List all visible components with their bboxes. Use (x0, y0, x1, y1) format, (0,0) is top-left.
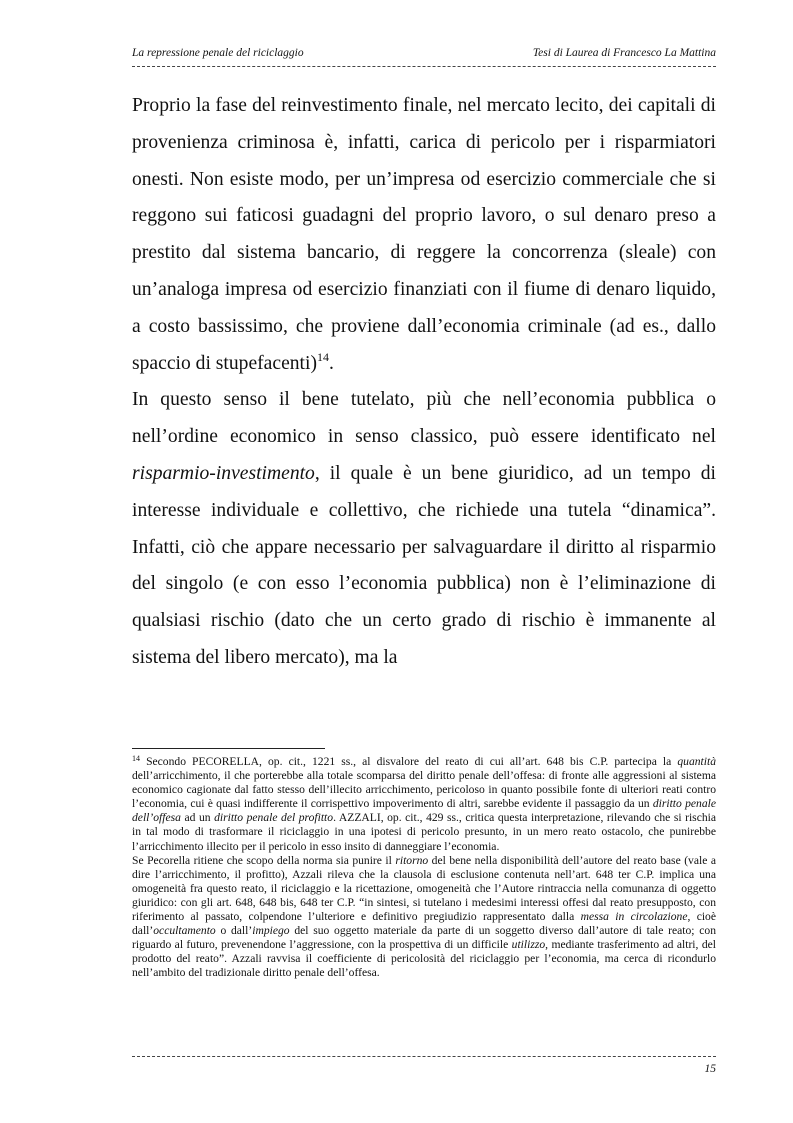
fn-text: ad un (180, 811, 215, 825)
main-text (132, 88, 716, 677)
header-author: Tesi di Laurea di Francesco La Mattina (532, 47, 716, 59)
fn-text: Se Pecorella ritiene che scopo della norma sia punire il (132, 853, 396, 867)
fn-emphasis: quantità (677, 755, 716, 768)
fn-text: del bene nella disponibilità dell’autore del reato base (vale a dire l’arricchimento, il profitto), Azzali rileva che la clausola di esclusione contenuta nell’art. 648 ter C.P. implica una omogeneità fra questo reato, il riciclaggio e la ricettazione, omogeneità che l’Autore rintraccia nella comunanza di oggetto giuridico: con gli art. 648, 648 bis, 648 ter C.P. “in sintesi, si tutelano i medesimi interessi offesi dal reato presupposto, con riferimento al passato, colpendone l’ulteriore e definitivo pregiudizio rappresentato dalla (132, 853, 716, 924)
fn-emphasis: utilizzo (511, 938, 546, 952)
paragraph-2-text-b: , il quale è un bene giuridico, ad un tempo di interesse individuale e collettivo, che richiede una tutela “dinamica”. Infatti, ciò che appare necessario per salvaguardare il diritto al risparmio del singolo (e con esso l’economia pubblica) non è l’eliminazione di qualsiasi rischio (dato che un certo grado di rischio è immanente al sistema del libero mercato), ma la (132, 462, 716, 668)
footnote-paragraph-1 (132, 755, 716, 854)
paragraph-2-emphasis: risparmio-investimento (132, 462, 315, 484)
fn-emphasis: diritto penale dell’offesa (132, 797, 716, 825)
fn-text: dell’arricchimento, il che porterebbe alla totale scomparsa del diritto penale dell’offesa: di fronte alle aggressioni al sistema economico cagionate dal fatto stesso dell’illecito arricchimento, pericoloso in quanto possibile fonte di ulteriori reati contro l’economia, cui è quasi indifferente il corrispettivo impoverimento di altri, sarebbe evidente il passaggio da un (132, 769, 716, 811)
paragraph-1-end: . (328, 352, 334, 374)
footnote-separator (132, 748, 325, 749)
paragraph-1 (132, 88, 716, 382)
page-number: 15 (704, 1063, 716, 1075)
paragraph-2 (132, 382, 716, 676)
fn-text: , cioè dall’ (132, 910, 716, 938)
header-divider (132, 66, 716, 67)
running-header (132, 47, 716, 59)
footnote-paragraph-2 (132, 854, 716, 981)
fn-text: o dall’ (215, 924, 253, 938)
footer-divider (132, 1056, 716, 1057)
header-title: La repressione penale del riciclaggio (132, 47, 304, 59)
fn-emphasis: diritto penale del profitto (214, 811, 334, 825)
paragraph-1-text: Proprio la fase del reinvestimento finale, nel mercato lecito, dei capitali di provenienza criminosa è, infatti, carica di pericolo per i risparmiatori onesti. Non esiste modo, per un’impresa od esercizio commerciale che si reggono sui faticosi guadagni del proprio lavoro, o sul denaro preso a prestito dal sistema bancario, di reggere la concorrenza (sleale) con un’analoga impresa od esercizio finanziati con il fiume di denaro liquido, a costo bassissimo, che proviene dall’economia criminale (ad es., dallo spaccio di stupefacenti) (132, 95, 716, 374)
fn-emphasis: messa in circolazione (580, 910, 688, 924)
fn-emphasis: ritorno (395, 853, 429, 867)
fn-text: . AZZALI, op. cit., 429 ss., critica questa interpretazione, rilevando che si rischia in tal modo di trasformare il riciclaggio in una ipotesi di pericolo presunto, in un mero reato ostacolo, che punirebbe l’arricchimento illecito per il pericolo in esso insito di danneggiare l’economia. (132, 811, 717, 853)
footnote-ref-14[interactable]: 14 (316, 349, 329, 364)
fn-text: , mediante trasferimento ad altri, del prodotto del reato”. Azzali ravvisa il coefficiente di pericolosità del riciclaggio per l’economia, ma cerca di ricondurlo nell’ambito del tradizionale diritto penale dell’offesa. (132, 938, 716, 980)
footnote-number: 14 (132, 754, 140, 763)
fn-emphasis: impiego (252, 924, 290, 938)
fn-text: Secondo PECORELLA, op. cit., 1221 ss., al disvalore del reato di cui all’art. 648 bis C.P. partecipa la (140, 755, 678, 768)
fn-emphasis: occultamento (153, 924, 216, 938)
footnote-14 (132, 755, 716, 981)
paragraph-2-text-a: In questo senso il bene tutelato, più che nell’economia pubblica o nell’ordine economico in senso classico, può essere identificato nel (132, 389, 716, 448)
fn-text: del suo oggetto materiale da parte di un soggetto diverso dall’autore di tale reato; con riguardo al futuro, prevenendone l’aggressione, con la prospettiva di un difficile (132, 924, 716, 952)
